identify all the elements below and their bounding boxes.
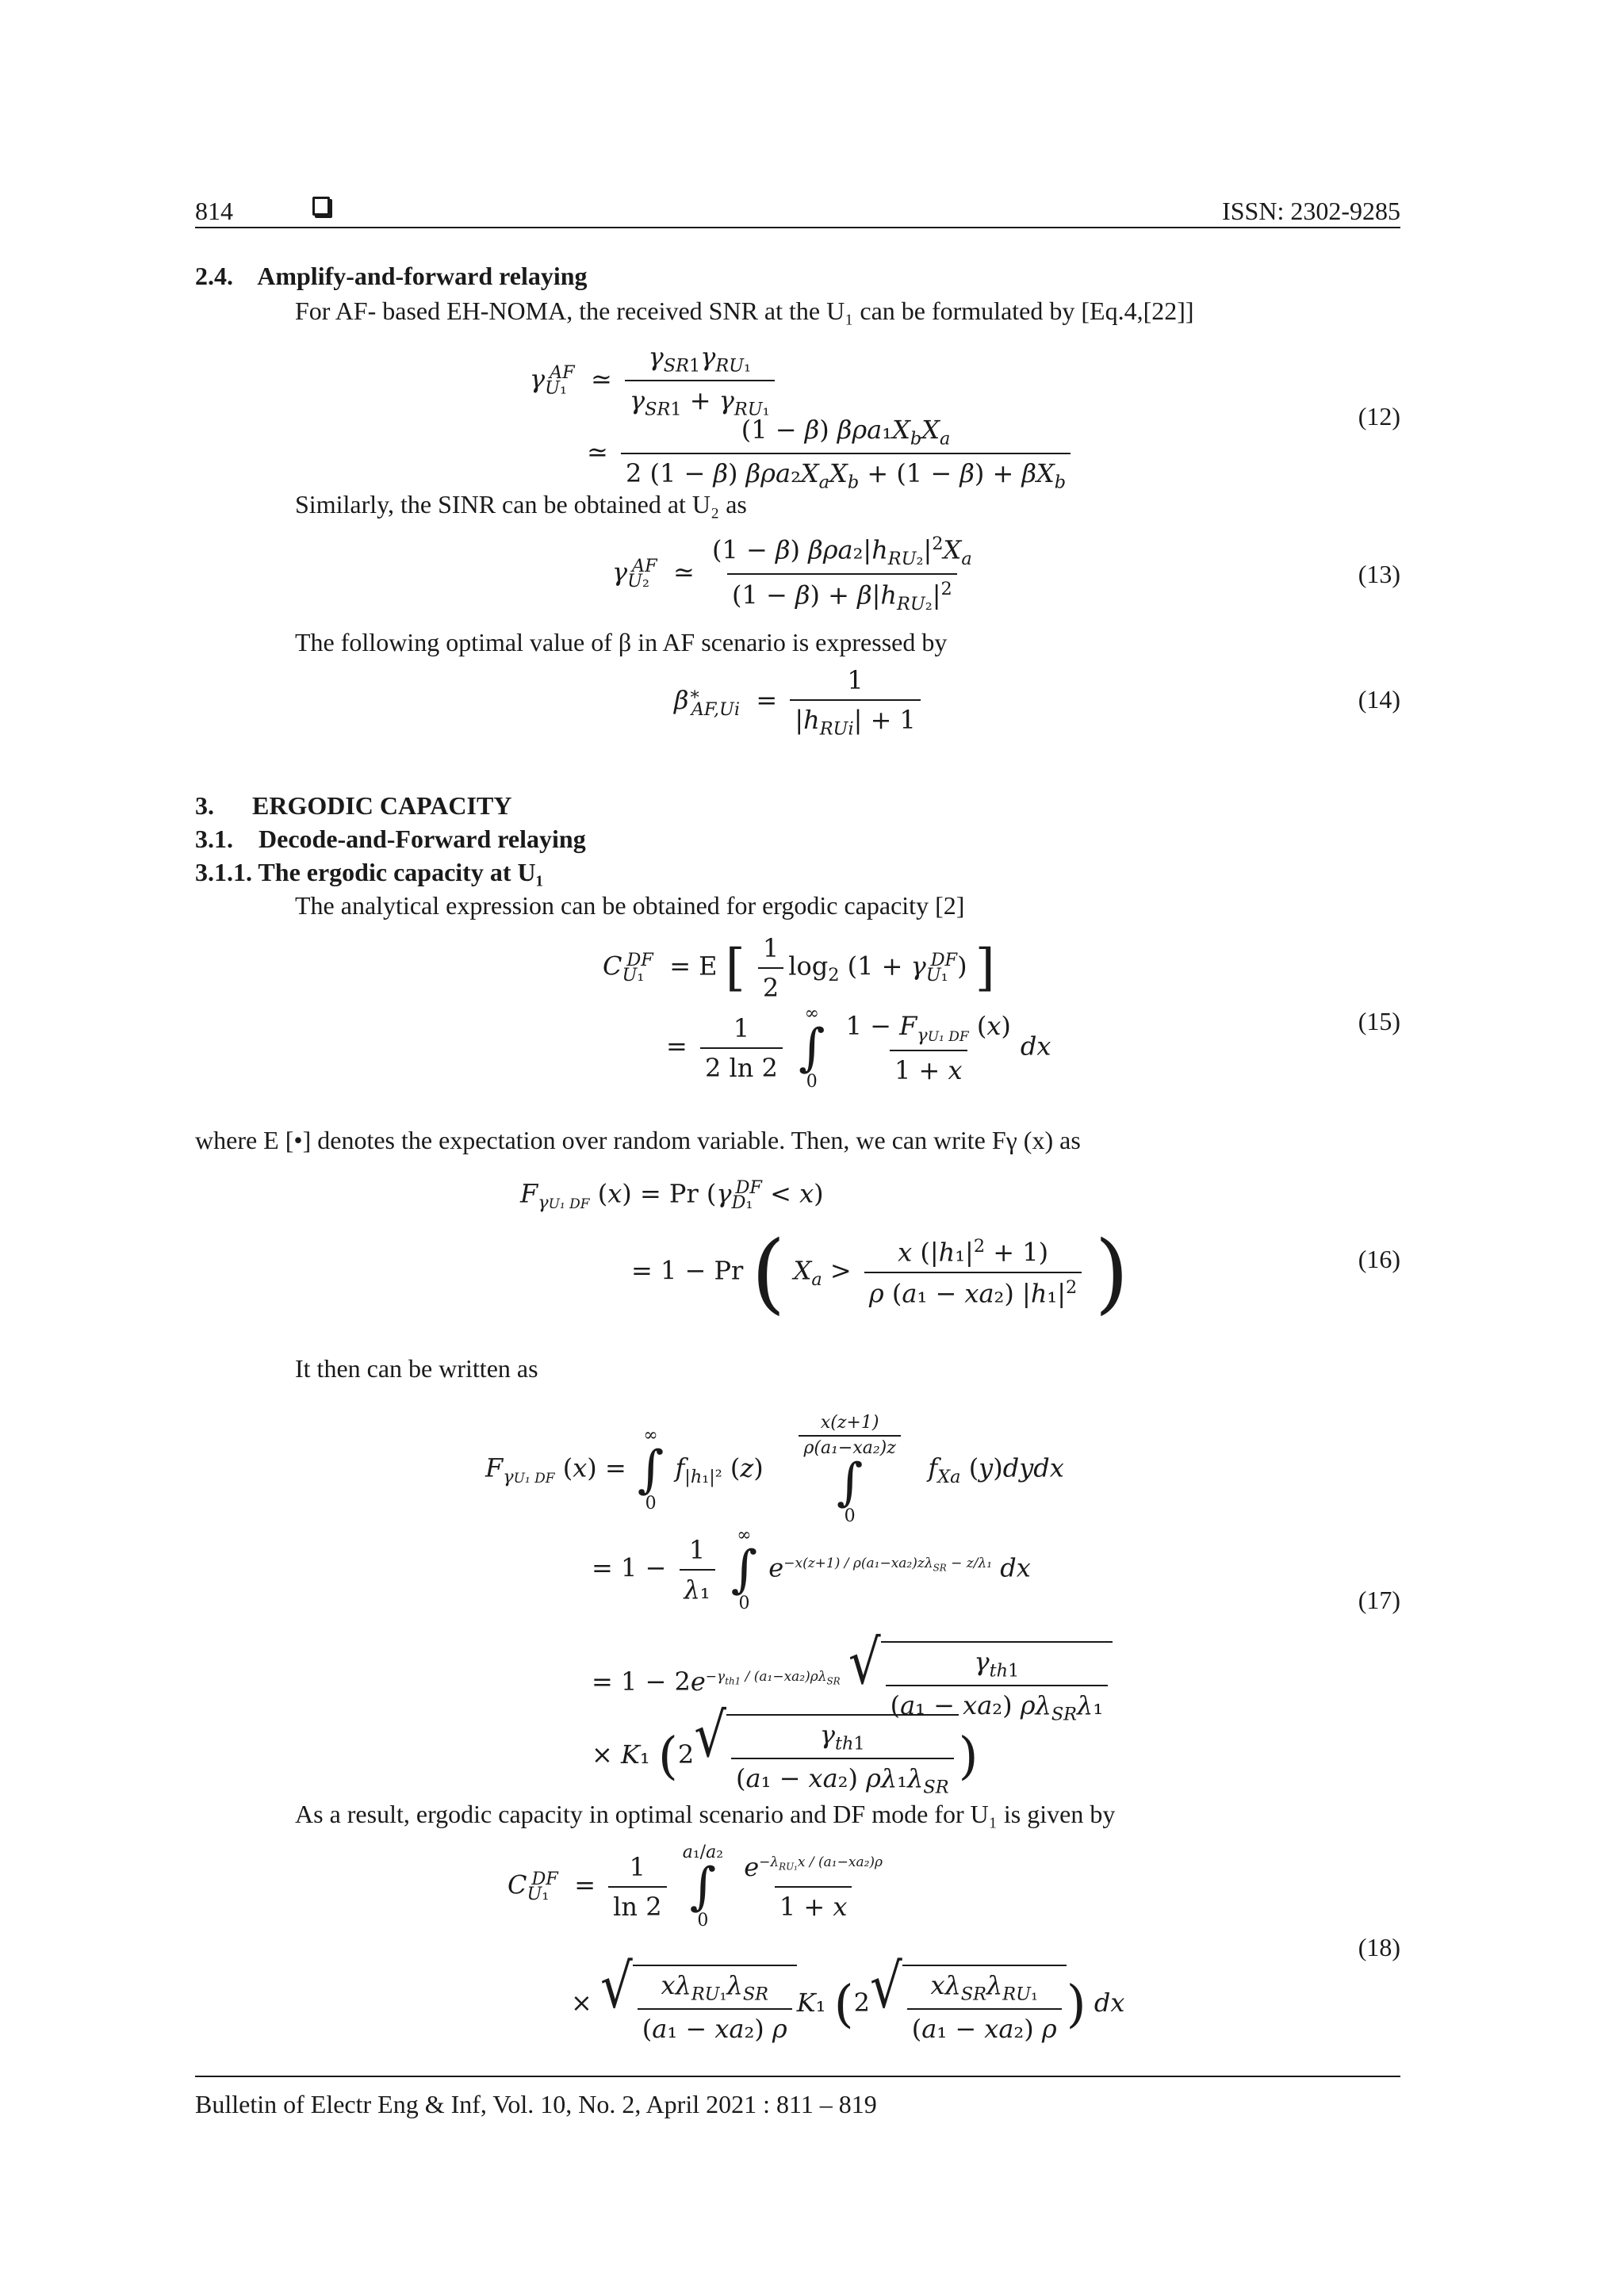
paragraph-af-intro: For AF- based EH-NOMA, the received SNR at the U₁ can be formulated by [Eq.4,[22]] (295, 297, 1194, 325)
equation-14: $\beta^∗_{AF,Ui}$ = $\frac{1}{|h_{RUi}| + 1}$ (674, 664, 925, 740)
equation-16-line1: $F_{\gamma U_1 DF}$ (x) = Pr $(\gamma_{D_1}^{DF} < x)$ (520, 1177, 824, 1214)
page-number: 814 (195, 197, 233, 225)
equation-number-17: (17) (1358, 1586, 1400, 1614)
equation-number-18: (18) (1358, 1933, 1400, 1961)
equation-16-line2: = 1 − Pr ( $X_a$ > $\frac{x (|h_1|^2 + 1)}{\rho (a_1 - xa_2) |h_1|^2}$ ) (631, 1222, 1129, 1323)
equation-18-line2: × √ $\frac{x\lambda_{RU_1}\lambda_{SR}}{\text{(a₁ − xa₂) ρ}}$ K₁ (2 √ $\frac{x\lambda_{SR}\lambda_{RU_1}}{\text{(a₁ − xa₂) ρ}}$ ) dx (571, 1951, 1125, 2045)
equation-13: $\gamma_{U_2}^{AF}$ ≃ $\frac{(1 - \beta) \beta\rho a_2|h_{RU_2}|^2X_a}{(1 - \beta) + \beta|h_{RU_2}|^2}$ (612, 534, 972, 615)
equation-17-line4: × K₁ (2 √ $\frac{\gamma_{th1}}{(a_1 - xa_2) \rho\lambda_1\lambda_{SR}}$ ) (592, 1701, 979, 1798)
paragraph-where: where E [•] denotes the expectation over random variable. Then, we can write Fγ (x) as (195, 1126, 1081, 1154)
equation-number-12: (12) (1358, 402, 1400, 430)
paragraph-written-as: It then can be written as (295, 1354, 538, 1383)
section-heading-3-1: 3.1. Decode-and-Forward relaying (195, 825, 586, 853)
footer-citation: Bulletin of Electr Eng & Inf, Vol. 10, No. 2, April 2021 : 811 – 819 (195, 2090, 877, 2118)
equation-12-line1: $\gamma_{U_1}^{AF}$ ≃ $\frac{\gamma_{SR1}\gamma_{RU_1}}{\gamma_{SR1} + \gamma_{RU_1}}$ (530, 341, 779, 421)
section-heading-2-4: 2.4. Amplify-and-forward relaying (195, 262, 588, 290)
paragraph-result: As a result, ergodic capacity in optimal scenario and DF mode for U₁ is given by (295, 1800, 1116, 1828)
equation-number-13: (13) (1358, 560, 1400, 588)
header-rule (195, 227, 1400, 228)
section-heading-3: 3. ERGODIC CAPACITY (195, 791, 512, 820)
section-heading-3-1-1: 3.1.1. The ergodic capacity at U₁ (195, 858, 544, 886)
equation-18-line1: $C_{U_1}^{DF}$ = $\frac{1}{\ln 2}$ a₁/a₂ ∫ 0 $\frac{e^{-\lambda_{RU_1}x / (a_1-xa_2)\rho}}{1 + x}$ (508, 1843, 883, 1931)
equation-number-14: (14) (1358, 685, 1400, 714)
equation-12-line2: ≃ $\frac{(1 - \beta) \beta\rho a_1X_bX_a}{2 (1 - \beta) \beta\rho a_2X_aX_b + (1 - \beta) + \beta X_b}$ (587, 414, 1075, 494)
checkbox-square-icon (312, 197, 330, 216)
paragraph-similarly: Similarly, the SINR can be obtained at U₂ as (295, 490, 747, 519)
paragraph-optimal: The following optimal value of β in AF scenario is expressed by (295, 628, 948, 656)
footer-rule (195, 2076, 1400, 2077)
issn: ISSN: 2302-9285 (1222, 197, 1400, 225)
paragraph-analytical: The analytical expression can be obtained for ergodic capacity [2] (295, 891, 965, 920)
equation-17-line2: = 1 − $\frac{1}{\text{λ₁}}$ ∞ ∫ 0 $e^{-x(z+1) / \rho(a_1-xa_2)z\lambda_{SR} - z/\lambda_1}$ dx (592, 1525, 1031, 1613)
equation-17-line1: $F_{\gamma U_1 DF}$ (x) = ∞ ∫ 0 $f_{|h_1|^2}$ (z) $\frac{x(z+1)}{\text{ρ(a₁−xa₂)z}}$ ∫ 0 $f_{Xa}$ (y)dydx (485, 1413, 1064, 1526)
equation-17-line3: = $1 - 2e^{-\gamma_{th1} / (a_1-xa_2)\rho\lambda_{SR}}$ √ $\frac{\gamma_{th1}}{(a_1 - xa_2) \rho\lambda_{SR}\lambda_1}$ (592, 1641, 1113, 1726)
equation-number-16: (16) (1358, 1245, 1400, 1273)
equation-number-15: (15) (1358, 1007, 1400, 1035)
equation-15-line2: = $\frac{1}{2 \ln 2}$ ∞ ∫ 0 $\frac{1 - F_{\gamma U_1 DF} (x)}{1 + x}$ dx (666, 1004, 1051, 1092)
equation-15-line1: $C_{U_1}^{DF} = E$ [ $\frac{1}{2}$ $\log_2 (1 + \gamma_{U_1}^{DF})$ ] (603, 933, 995, 1003)
